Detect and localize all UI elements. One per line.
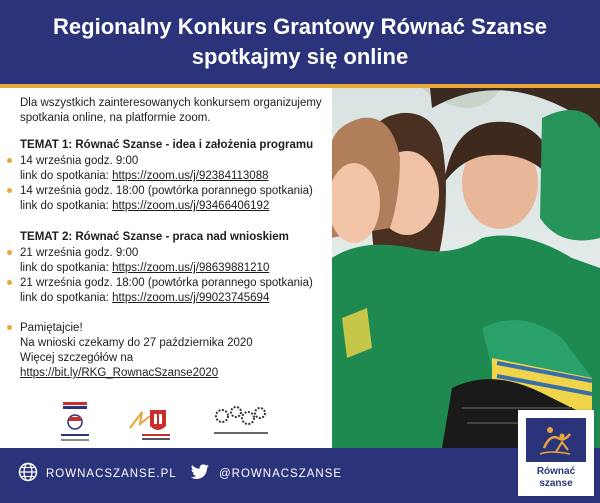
bullet-icon (7, 280, 12, 285)
topic2-item1-link-row (20, 261, 269, 275)
topic2-item2-link-row (20, 291, 269, 305)
info-panel (0, 88, 332, 448)
topic2-item2-date: 21 września godz. 18:00 (powtórka porannego spotkania) (20, 277, 313, 289)
zoom-link[interactable]: https://zoom.us/j/92384113088 (112, 170, 269, 182)
details-link[interactable]: https://bit.ly/RKG_RownacSzanse2020 (20, 367, 219, 379)
reminder-link-row (20, 366, 218, 380)
photo-girls (332, 88, 600, 448)
bullet-icon (7, 325, 12, 330)
figures-icon (526, 418, 586, 462)
page-title: Regionalny Konkurs Grantowy Równać Szanse (53, 14, 547, 39)
intro-line-2: spotkania online, na platformie zoom. (20, 112, 211, 124)
footer-bar (0, 448, 600, 503)
topic1-heading: TEMAT 1: Równać Szanse - idea i założenia programu (20, 139, 314, 151)
twitter-icon (190, 464, 210, 480)
link-label: link do spotkania: (20, 200, 113, 212)
intro-line-1: Dla wszystkich zainteresowanych konkursem organizujemy (20, 97, 322, 109)
page-subtitle: spotkajmy się online (191, 44, 409, 69)
municipality-crest-icon (128, 398, 172, 444)
association-gears-icon (210, 402, 272, 442)
pafw-logo-icon (55, 400, 95, 446)
topic1-item1-link-row (20, 169, 269, 183)
bullet-icon (7, 250, 12, 255)
topic2-heading: TEMAT 2: Równać Szanse - praca nad wnioskiem (20, 231, 289, 243)
globe-icon (18, 462, 38, 482)
link-label: link do spotkania: (20, 262, 113, 274)
twitter-link[interactable]: @ROWNACSZANSE (219, 468, 343, 480)
header-banner (0, 0, 600, 84)
rownac-szanse-logo (518, 410, 594, 496)
topic1-item1-date: 14 września godz. 9:00 (20, 155, 139, 167)
link-label: link do spotkania: (20, 170, 113, 182)
topic2-item1-date: 21 września godz. 9:00 (20, 247, 139, 259)
zoom-link[interactable]: https://zoom.us/j/93466406192 (112, 200, 270, 212)
website-link[interactable]: ROWNACSZANSE.PL (46, 468, 177, 480)
logo-mark (526, 418, 586, 462)
zoom-link[interactable]: https://zoom.us/j/98639881210 (112, 262, 270, 274)
reminder-line-2: Na wnioski czekamy do 27 października 2020 (20, 337, 253, 349)
reminder-line-3: Więcej szczegółów na (20, 352, 134, 364)
logo-text-line1: Równać (536, 466, 576, 477)
topic1-item2-link-row (20, 199, 269, 213)
reminder-line-1: Pamiętajcie! (20, 322, 83, 334)
topic1-item2-date: 14 września godz. 18:00 (powtórka porannego spotkania) (20, 185, 313, 197)
bullet-icon (7, 158, 12, 163)
logo-text-line2: szanse (539, 478, 573, 489)
girls-photo-illustration (332, 88, 600, 448)
zoom-link[interactable]: https://zoom.us/j/99023745694 (112, 292, 270, 304)
link-label: link do spotkania: (20, 292, 113, 304)
bullet-icon (7, 188, 12, 193)
